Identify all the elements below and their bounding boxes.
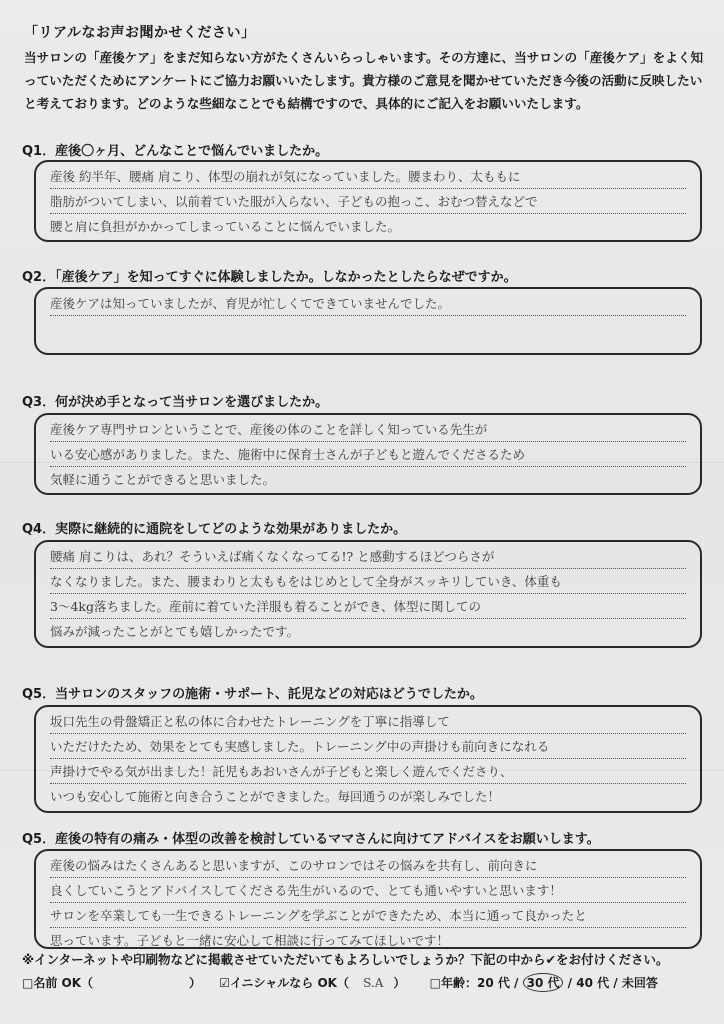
option-name-ok[interactable]: □名前 OK（ ） [22,976,202,990]
question-6-label: Q5．産後の特有の痛み・体型の改善を検討しているママさんに向けてアドバイスをお願いします。 [22,832,600,847]
option-initial-close: ） [393,976,406,990]
survey-intro: 当サロンの「産後ケア」をまだ知らない方がたくさんいらっしゃいます。その方達に、当サロンの「産後ケア」をよく知っていただくためにアンケートにご協力お願いいたします。貴方様のご意見を聞かせていただき今後の活動に反映したいと考えております。どのような些細なことでも結構ですので、具体的にご記入をお願いいたします。 [24,50,704,111]
answer-line: 思っています。子どもと一緒に安心して相談に行ってみてほしいです！ [50,933,450,948]
answer-box-4[interactable] [34,540,702,648]
age-prefix: □年齢：20 代 / [429,976,519,990]
question-1-label: Q1．産後〇ヶ月、どんなことで悩んでいましたか。 [22,144,329,159]
age-options[interactable] [430,973,658,992]
answer-line: 産後 約半年、腰痛 肩こり、体型の崩れが気になっていました。腰まわり、太ももに [50,164,686,189]
answer-line: 産後の悩みはたくさんあると思いますが、このサロンではその悩みを共有し、前向きに [50,853,686,878]
answer-box-3[interactable] [34,413,702,495]
answer-line: いつも安心して施術と向き合うことができました。毎回通うのが楽しみでした！ [50,789,501,804]
answer-line: 声掛けでやる気が出ました！託児もあおいさんが子どもと楽しく遊んでくださり、 [50,759,686,784]
answer-line: 腰と肩に負担がかかってしまっていることに悩んでいました。 [50,219,401,234]
checked-box-icon[interactable]: ☑ [219,976,230,990]
answer-line: サロンを卒業しても一生できるトレーニングを学ぶことができたため、本当に通って良かったと [50,903,686,928]
answer-line: なくなりました。また、腰まわりと太ももをはじめとして全身がスッキリしていき、体重も [50,569,686,594]
answer-line: 産後ケア専門サロンということで、産後の体のことを詳しく知っている先生が [50,417,686,442]
question-5-label: Q5．当サロンのスタッフの施術・サポート、託児などの対応はどうでしたか。 [22,687,483,702]
answer-line: 坂口先生の骨盤矯正と私の体に合わせたトレーニングを丁寧に指導して [50,709,686,734]
answer-line: いる安心感がありました。また、施術中に保育士さんが子どもと遊んでくださるため [50,442,686,467]
consent-options [22,973,658,992]
option-initial-ok[interactable] [219,974,405,991]
answer-line: いただけたため、効果をとても実感しました。トレーニング中の声掛けも前向きになれる [50,734,686,759]
answer-line: 気軽に通うことができると思いました。 [50,472,276,487]
answer-line: 脂肪がついてしまい、以前着ていた服が入らない、子どもの抱っこ、おむつ替えなどで [50,189,686,214]
answer-box-5[interactable] [34,705,702,813]
answer-line: 腰痛 肩こりは、あれ？そういえば痛くなくなってる!? と感動するほどつらさが [50,544,686,569]
answer-line: 良くしていこうとアドバイスしてくださる先生がいるので、とても通いやすいと思います！ [50,878,686,903]
answer-line: 悩みが減ったことがとても嬉しかったです。 [50,624,300,639]
answer-box-2[interactable] [34,287,702,355]
question-2-label: Q2．「産後ケア」を知ってすぐに体験しましたか。しなかったとしたらなぜですか。 [22,270,517,285]
survey-title: 「リアルなお声お聞かせください」 [24,25,256,41]
answer-box-1[interactable] [34,160,702,242]
age-suffix: / 40 代 / 未回答 [567,976,658,990]
option-initial-label: イニシャルなら OK（ [229,976,349,990]
initial-value: S.A [363,976,384,990]
age-selected[interactable]: 30 代 [523,973,564,992]
answer-line [50,316,686,340]
answer-box-6[interactable] [34,849,702,949]
publish-consent-note: ※インターネットや印刷物などに掲載させていただいてもよろしいでしょうか？下記の中から✔をお付けください。 [22,952,669,967]
answer-line: 3〜4kg落ちました。産前に着ていた洋服も着ることができ、体型に関しての [50,594,686,619]
question-4-label: Q4．実際に継続的に通院をしてどのような効果がありましたか。 [22,522,407,537]
question-3-label: Q3．何が決め手となって当サロンを選びましたか。 [22,395,329,410]
answer-line: 産後ケアは知っていましたが、育児が忙しくてできていませんでした。 [50,291,686,316]
